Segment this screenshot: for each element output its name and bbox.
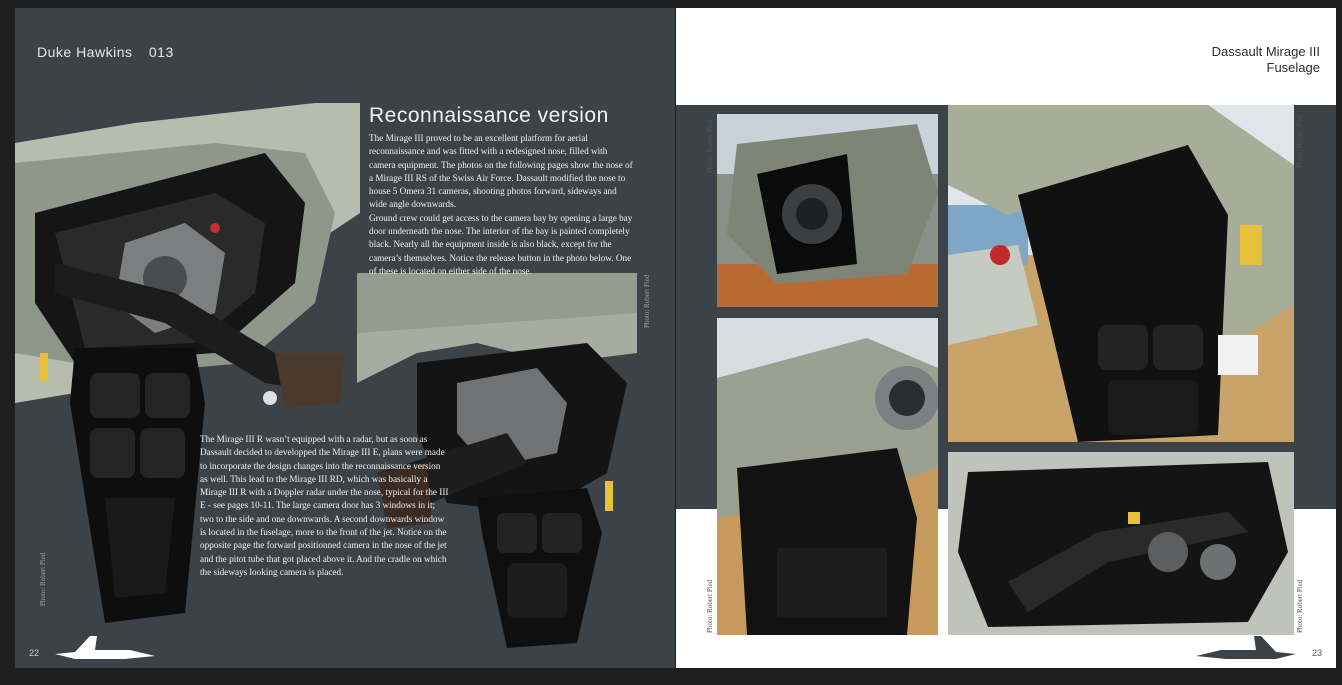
photo-credit: Photo: Robert Pied — [39, 552, 47, 606]
reconnaissance-history-paragraph: The Mirage III R wasn’t equipped with a radar, but as soon as Dassault decided to developped the Mirage III E, plans were made to incorporate the design changes into the reconnaissance version as well. This lead to the Mirage III RD, which was basically a Mirage III R with a Doppler radar under the nose, typical for the III E - see pages 10-11. The large camera door has 3 windows in it; two to the side and one downwards. A second downwards window is located in the fuselage, more to the front of the jet. Notice on the opposite page the forward positionned camera in the nose of the jet and the pitot tube that got placed above it. And the cradle on which the sideways looking camera is placed. — [200, 434, 449, 577]
page-series-number: 013 — [148, 44, 174, 60]
right-header — [1212, 44, 1320, 76]
page-number: 23 — [1311, 648, 1322, 658]
mirage-silhouette-icon — [55, 634, 155, 664]
mirage-silhouette-icon — [1196, 634, 1296, 664]
page-number: 22 — [29, 648, 40, 658]
photo-credit: Photo: Robert Pied — [706, 579, 714, 633]
forward-camera-nose-photo — [717, 318, 938, 635]
publisher-name: Duke Hawkins — [37, 44, 133, 60]
chapter-name: Fuselage — [1266, 60, 1320, 75]
photo-credit: Photo: Robert Pied — [1296, 579, 1304, 633]
intro-paragraph: The Mirage III proved to be an excellent platform for aerial reconnaissance and was fitted with a redesigned nose, filled with camera equipment. The photos on the following pages show the nose of a Mirage III RS of the Swiss Air Force. Dassault modified the nose to house 5 Omera 31 cameras, shooting photos forward, sideways and wide angle downwards. Ground crew could get access to the camera bay by opening a large bay door underneath the nose. The interior of the bay is painted completely black. Nearly all the equipment inside is also black, except for the camera’s themselves. Notice the release button in the photo below. One of these is located on either side of the nose. — [369, 133, 633, 276]
right-page — [676, 8, 1336, 668]
nose-camera-window-photo — [717, 114, 938, 307]
left-page — [15, 8, 675, 668]
camera-bay-interior-photo — [948, 452, 1294, 635]
open-camera-bay-hangar-photo — [948, 105, 1294, 442]
section-title: Reconnaissance version — [369, 104, 609, 127]
photo-credit: Photo: Robert Pied — [1296, 114, 1304, 168]
aircraft-name: Dassault Mirage III — [1211, 44, 1320, 59]
photo-credit: Photo: Robert Pied — [706, 119, 714, 173]
left-header — [37, 44, 186, 60]
photo-credit: Photo: Robert Pied — [643, 274, 651, 328]
